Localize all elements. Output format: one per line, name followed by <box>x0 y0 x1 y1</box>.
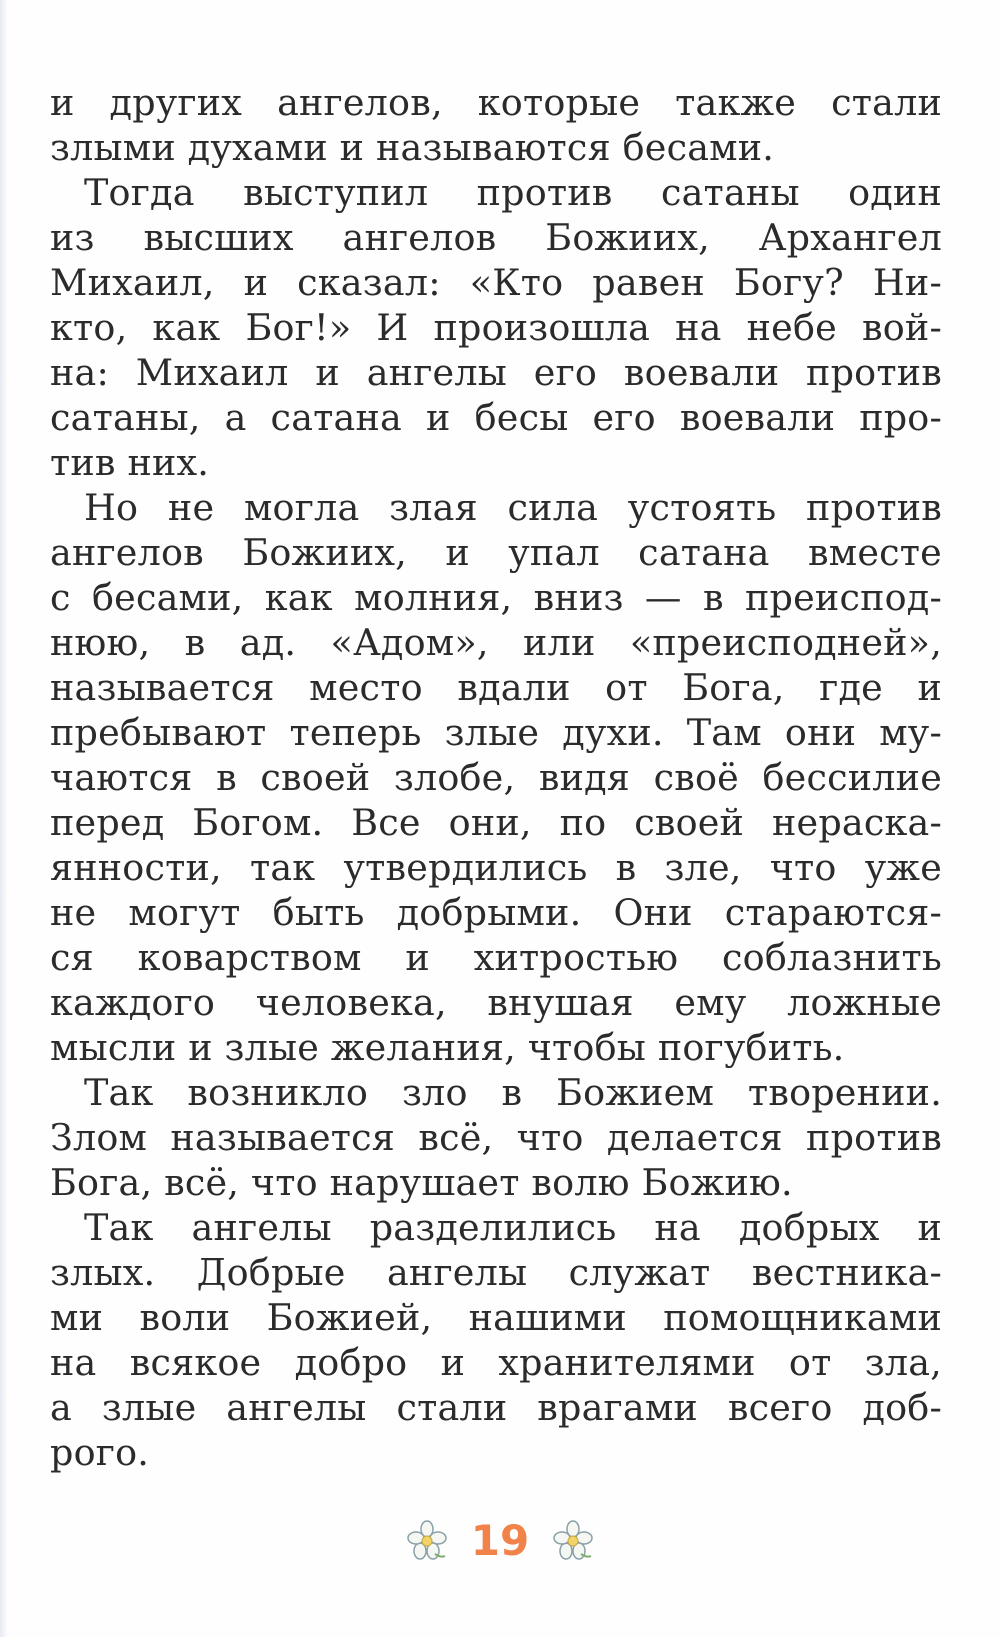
text-line: а злые ангелы стали врагами всего доб- <box>50 1386 942 1429</box>
body-text <box>50 80 942 1475</box>
text-line: нюю, в ад. «Адом», или «преисподней», <box>50 621 942 664</box>
text-line: кто, как Бог!» И произошла на небе вой- <box>50 306 942 349</box>
page-edge <box>0 0 8 1637</box>
page-number: 19 <box>470 1515 530 1565</box>
text-line: Бога, всё, что нарушает волю Божию. <box>50 1161 793 1204</box>
text-line: чаются в своей злобе, видя своё бессилие <box>50 756 942 799</box>
text-line: перед Богом. Все они, по своей нераска- <box>50 801 942 844</box>
text-line: ся коварством и хитростью соблазнить <box>50 936 942 979</box>
text-line: Тогда выступил против сатаны один <box>84 171 942 214</box>
text-line: мысли и злые желания, чтобы погубить. <box>50 1026 845 1069</box>
text-line: называется место вдали от Бога, где и <box>50 666 942 709</box>
text-line: на: Михаил и ангелы его воевали против <box>50 351 942 394</box>
text-line: Так ангелы разделились на добрых и <box>84 1206 942 1249</box>
text-line: Но не могла злая сила устоять против <box>84 486 942 529</box>
text-line: и других ангелов, которые также стали <box>50 81 942 124</box>
text-line: из высших ангелов Божиих, Архангел <box>50 216 942 259</box>
text-line: на всякое добро и хранителями от зла, <box>50 1341 942 1384</box>
text-line: Михаил, и сказал: «Кто равен Богу? Ни- <box>50 261 942 304</box>
text-line: сатаны, а сатана и бесы его воевали про- <box>50 396 942 439</box>
text-line: Так возникло зло в Божием творении. <box>84 1071 942 1114</box>
text-line: янности, так утвердились в зле, что уже <box>50 846 942 889</box>
text-line: с бесами, как молния, вниз — в преиспод- <box>50 576 942 619</box>
text-line: рого. <box>50 1431 150 1474</box>
flower-icon <box>551 1518 595 1562</box>
text-line: тив них. <box>50 441 210 484</box>
text-line: злых. Добрые ангелы служат вестника- <box>50 1251 942 1294</box>
text-line: ангелов Божиих, и упал сатана вместе <box>50 531 942 574</box>
text-line: злыми духами и называются бесами. <box>50 126 775 169</box>
text-line: Злом называется всё, что делается против <box>50 1116 942 1159</box>
text-line: пребывают теперь злые духи. Там они му- <box>50 711 942 754</box>
text-line: ми воли Божией, нашими помощниками <box>50 1296 942 1339</box>
flower-icon <box>405 1518 449 1562</box>
page-footer <box>0 1510 1000 1570</box>
text-line: каждого человека, внушая ему ложные <box>50 981 942 1024</box>
text-line: не могут быть добрыми. Они стараются- <box>50 891 942 934</box>
